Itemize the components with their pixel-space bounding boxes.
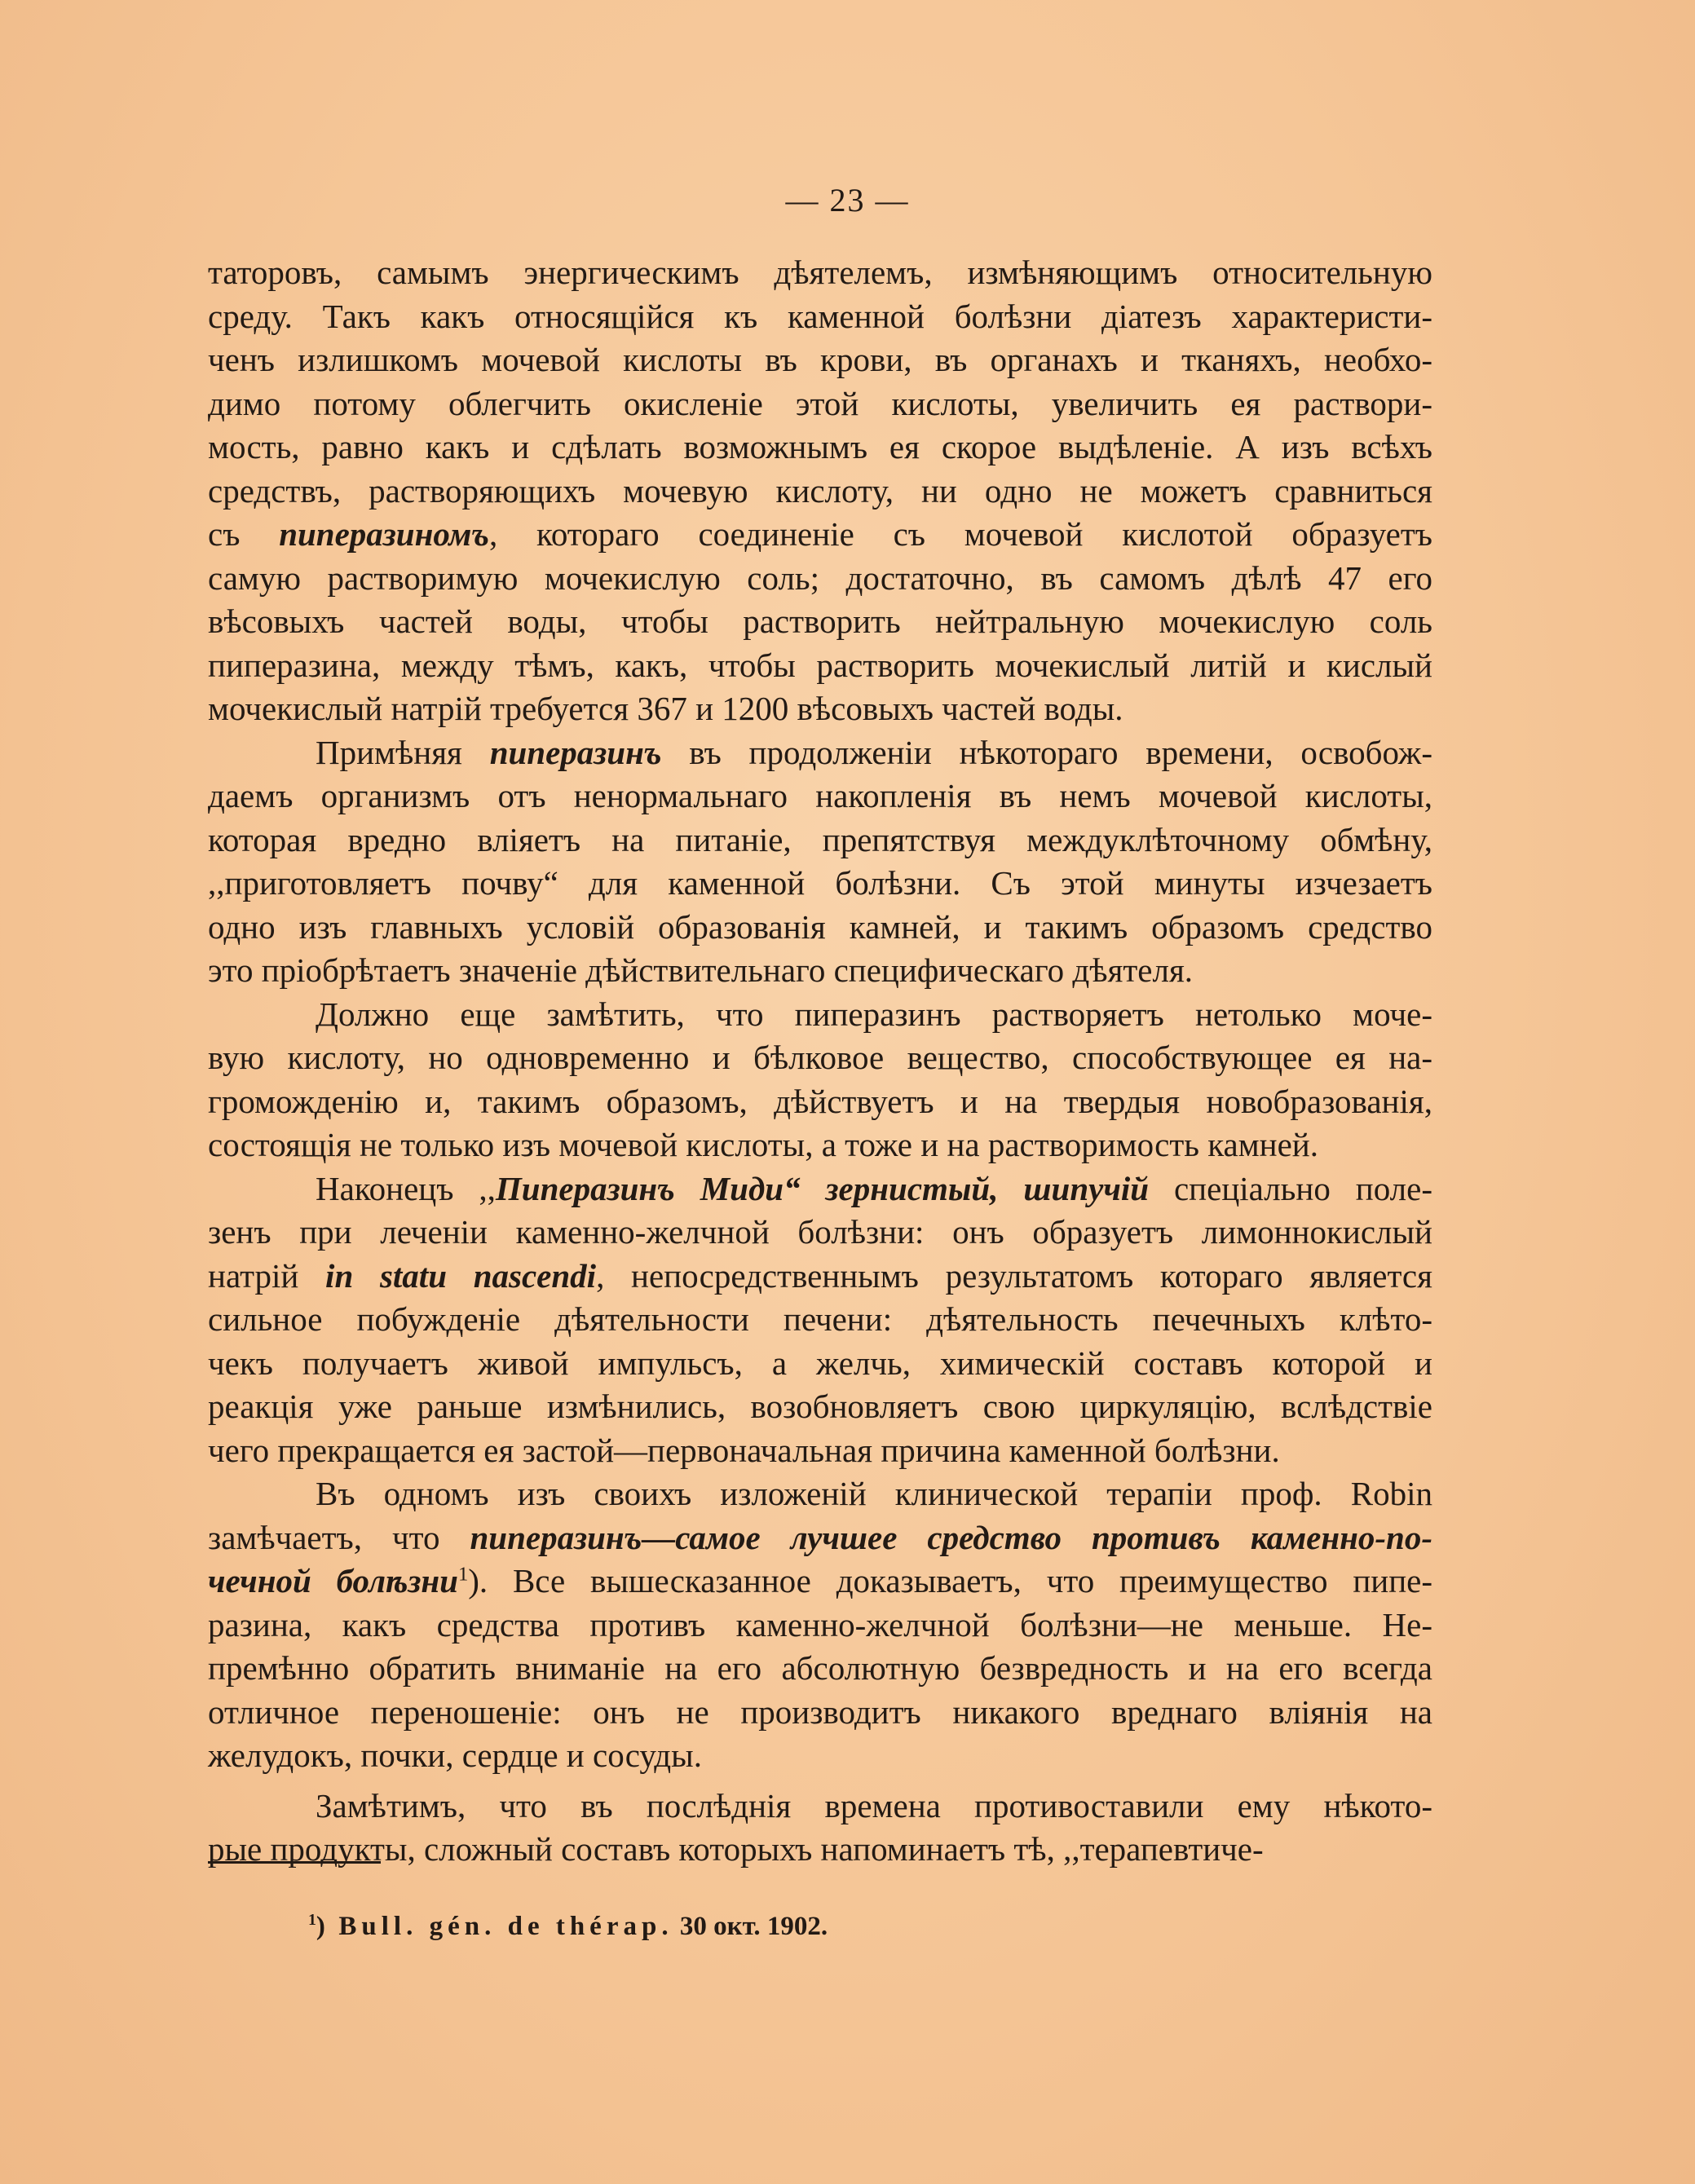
text-line: Наконецъ ,,Пиперазинъ Миди“ зернистый, шипучій спеціально поле- <box>316 1169 1432 1207</box>
italic-span: пиперазиномъ <box>279 515 489 553</box>
text-line: замѣчаетъ, что пиперазинъ—самое лучшее средство противъ каменно-по- <box>208 1518 1433 1556</box>
footnote: $^1$) Bull. gén. de thérap. 30 окт. 1902. <box>308 1911 828 1941</box>
text-line: премѣнно обратить вниманіе на его абсолютную безвредность и на его всегда <box>208 1649 1432 1687</box>
text-line: громожденію и, такимъ образомъ, дѣйствуетъ и на твердыя новобразованія, <box>208 1082 1432 1120</box>
text-line: Въ одномъ изъ своихъ изложеній клинической терапіи проф. Robin <box>316 1475 1432 1512</box>
text-line: самую растворимую мочекислую соль; достаточно, въ самомъ дѣлѣ 47 его <box>208 558 1432 597</box>
footnote-divider <box>208 1861 381 1864</box>
body-text <box>208 251 1432 1872</box>
text-line: среду. Такъ какъ относящійся къ каменной болѣзни діатезъ характеристи- <box>208 297 1432 335</box>
text-line: пиперазина, между тѣмъ, какъ, чтобы растворить мочекислый литій и кислый <box>208 646 1432 684</box>
text-line: сильное побужденіе дѣятельности печени: дѣятельность печечныхъ клѣто- <box>208 1300 1432 1338</box>
italic-span: пиперазинъ <box>489 733 662 771</box>
italic-span: Пиперазинъ Миди“ зернистый, шипучій <box>495 1169 1150 1207</box>
text-line: реакція уже раньше измѣнились, возобновляетъ свою циркуляцію, вслѣдствіе <box>208 1388 1432 1425</box>
text-line: ченъ излишкомъ мочевой кислоты въ крови, въ органахъ и тканяхъ, необхо- <box>208 341 1432 378</box>
text-line: натрій in statu nascendi, непосредственнымъ результатомъ котораго является <box>208 1256 1432 1295</box>
text-line: таторовъ, самымъ энергическимъ дѣятелемъ, измѣняющимъ относительную <box>208 254 1432 291</box>
text-line: даемъ организмъ отъ ненормальнаго накопленія въ немъ мочевой кислоты, <box>208 777 1432 814</box>
text-line: разина, какъ средства противъ каменно-желчной болѣзни—не меньше. Не- <box>208 1605 1432 1644</box>
italic-span: чечной болѣзни <box>208 1562 458 1599</box>
text-line: состоящія не только изъ мочевой кислоты, а тоже и на растворимость камней. <box>208 1126 1318 1163</box>
italic-span: in statu nascendi <box>325 1256 597 1295</box>
page-number: — 23 — <box>785 182 910 218</box>
text-line: средствъ, растворяющихъ мочевую кислоту, ни одно не можетъ сравниться <box>208 471 1432 510</box>
text-line: которая вредно вліяетъ на питаніе, препятствуя междуклѣточному обмѣну, <box>208 820 1432 858</box>
text-line: Должно еще замѣтить, что пиперазинъ растворяетъ нетолько моче- <box>316 995 1432 1033</box>
text-line: съ пиперазиномъ, котораго соединеніе съ мочевой кислотой образуетъ <box>208 515 1432 553</box>
text-line: чего прекращается ея застой—первоначальная причина каменной болѣзни. <box>208 1431 1280 1469</box>
footnote-date: 30 окт. 1902. <box>679 1912 828 1941</box>
text-line: чечной болѣзни$^1$). Все вышесказанное доказываетъ, что преимущество пипе- <box>208 1562 1433 1599</box>
text-line: ,,приготовляетъ почву“ для каменной болѣзни. Съ этой минуты изчезаетъ <box>208 864 1432 902</box>
footnote-marker: 1 <box>308 1911 316 1929</box>
text-line: это пріобрѣтаетъ значеніе дѣйствительнаго специфическаго дѣятеля. <box>208 951 1194 989</box>
footnote-ref: 1 <box>457 1563 469 1586</box>
text-line: одно изъ главныхъ условій образованія камней, и такимъ образомъ средство <box>208 907 1432 946</box>
text-line: вѣсовыхъ частей воды, чтобы растворить нейтральную мочекислую соль <box>208 602 1432 640</box>
text-line: отличное переношеніе: онъ не производитъ никакого вреднаго вліянія на <box>208 1692 1432 1731</box>
text-line: вую кислоту, но одновременно и бѣлковое вещество, способствующее ея на- <box>208 1039 1432 1076</box>
text-line: мость, равно какъ и сдѣлать возможнымъ ея скорое выдѣленіе. А изъ всѣхъ <box>208 428 1432 465</box>
text-line: Примѣняя пиперазинъ въ продолженіи нѣкотораго времени, освобож- <box>316 733 1432 771</box>
text-line: зенъ при леченіи каменно-желчной болѣзни: онъ образуетъ лимоннокислый <box>208 1213 1432 1251</box>
italic-span: пиперазинъ—самое лучшее средство противъ каменно-по- <box>470 1518 1433 1556</box>
footnote-source: Bull. gén. de thérap. <box>338 1912 673 1941</box>
text-line: рые продукты, сложный составъ которыхъ напоминаетъ тѣ, ,,терапевтиче- <box>208 1830 1264 1868</box>
text-line: димо потому облегчить окисленіе этой кислоты, увеличить ея раствори- <box>208 384 1432 422</box>
text-line: чекъ получаетъ живой импульсъ, а желчь, химическій составъ которой и <box>208 1343 1432 1382</box>
text-line: желудокъ, почки, сердце и сосуды. <box>208 1736 702 1774</box>
text-line: мочекислый натрій требуется 367 и 1200 вѣсовыхъ частей воды. <box>208 690 1123 727</box>
text-line: Замѣтимъ, что въ послѣднія времена противоставили ему нѣкото- <box>316 1786 1432 1824</box>
